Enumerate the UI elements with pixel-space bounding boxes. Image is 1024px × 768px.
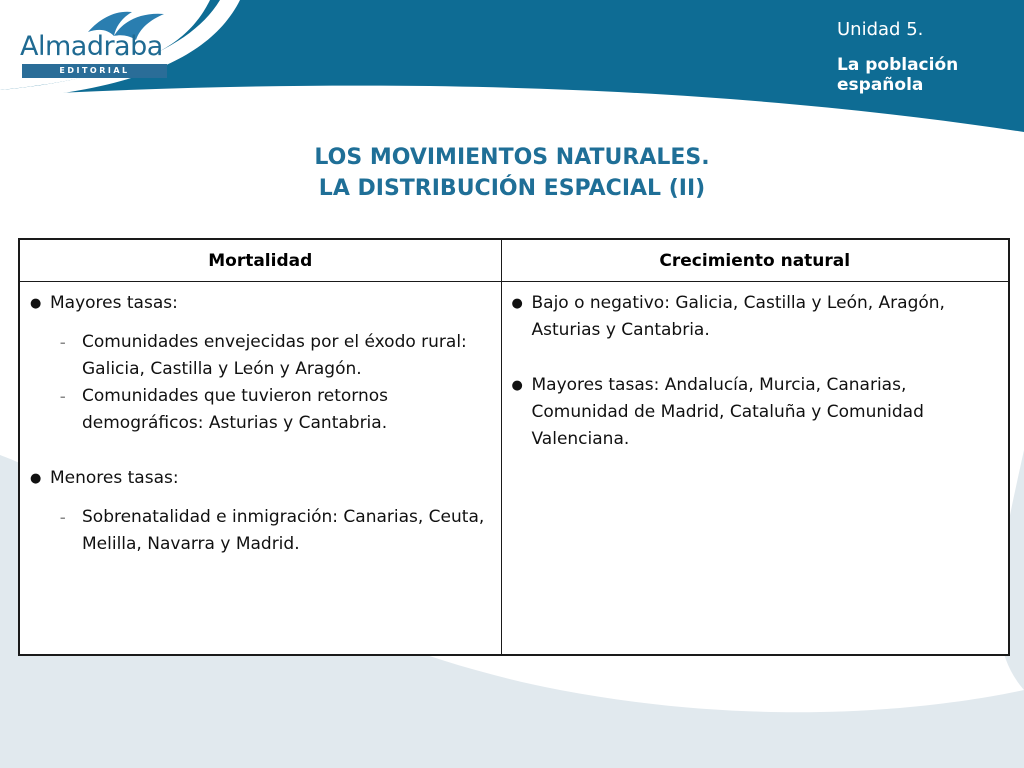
bullet-dot-icon: ● bbox=[30, 471, 42, 486]
dash-icon: – bbox=[60, 336, 66, 349]
logo-tagline: EDITORIAL bbox=[22, 64, 167, 78]
list-item-text: Bajo o negativo: Galicia, Castilla y León, Aragón, Asturias y Cantabria. bbox=[531, 293, 945, 340]
list-item bbox=[28, 290, 491, 437]
bullet-dot-icon: ● bbox=[511, 296, 523, 311]
sub-list-item-text: Comunidades que tuvieron retornos demográficos: Asturias y Cantabria. bbox=[82, 386, 388, 433]
list-item bbox=[28, 465, 491, 558]
table-body-row bbox=[19, 282, 1009, 656]
content-table bbox=[18, 238, 1010, 656]
dash-icon: – bbox=[60, 390, 66, 403]
sub-list-item bbox=[28, 504, 491, 558]
unit-label bbox=[837, 19, 1017, 95]
logo-wordmark: Almadraba bbox=[20, 31, 163, 62]
table-header-row bbox=[19, 239, 1009, 282]
publisher-logo bbox=[18, 6, 178, 80]
list-item-text: Menores tasas: bbox=[50, 468, 179, 488]
crecimiento-cell bbox=[501, 282, 1009, 656]
list-item-text: Mayores tasas: Andalucía, Murcia, Canarias, Comunidad de Madrid, Cataluña y Comunidad Valenciana. bbox=[531, 375, 924, 449]
header-crecimiento: Crecimiento natural bbox=[501, 239, 1009, 282]
slide-title-line2: LA DISTRIBUCIÓN ESPACIAL (II) bbox=[318, 176, 706, 201]
bullet-dot-icon: ● bbox=[30, 296, 42, 311]
slide-title-line1: LOS MOVIMIENTOS NATURALES. bbox=[314, 145, 710, 170]
sub-list-item bbox=[28, 329, 491, 383]
sub-list bbox=[28, 504, 491, 558]
crecimiento-list bbox=[510, 290, 999, 453]
sub-list-item bbox=[28, 383, 491, 437]
slide-title bbox=[0, 142, 1024, 204]
sub-list-item-text: Sobrenatalidad e inmigración: Canarias, Ceuta, Melilla, Navarra y Madrid. bbox=[82, 507, 485, 554]
list-item bbox=[510, 372, 999, 453]
sub-list-item-text: Comunidades envejecidas por el éxodo rural: Galicia, Castilla y León y Aragón. bbox=[82, 332, 467, 379]
unit-subtitle-line1: La población bbox=[837, 55, 959, 75]
mortalidad-list bbox=[28, 290, 491, 558]
header-mortalidad: Mortalidad bbox=[19, 239, 501, 282]
unit-title: Unidad 5. bbox=[837, 19, 924, 40]
list-item bbox=[510, 290, 999, 344]
dash-icon: – bbox=[60, 511, 66, 524]
mortalidad-cell bbox=[19, 282, 501, 656]
unit-subtitle-line2: española bbox=[837, 75, 924, 95]
bullet-dot-icon: ● bbox=[511, 378, 523, 393]
list-item-text: Mayores tasas: bbox=[50, 293, 178, 313]
sub-list bbox=[28, 329, 491, 437]
unit-subtitle bbox=[837, 55, 1017, 95]
